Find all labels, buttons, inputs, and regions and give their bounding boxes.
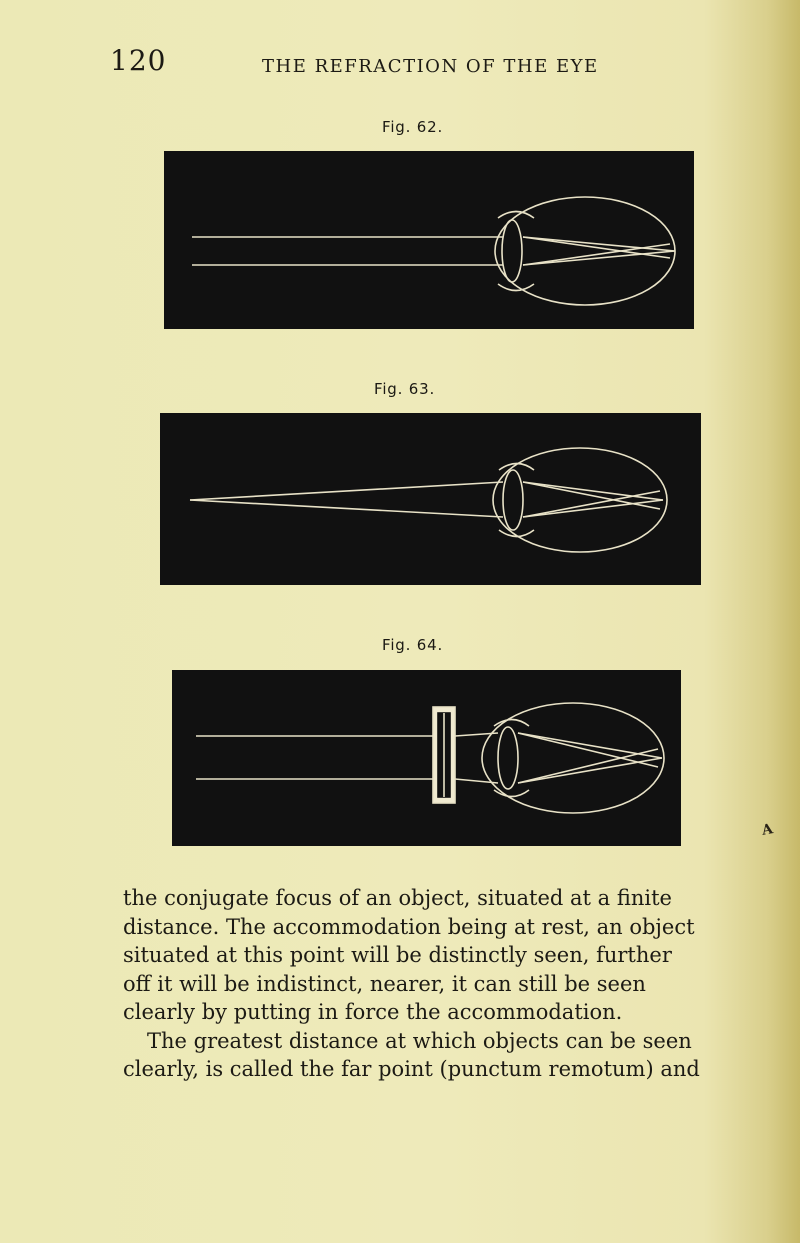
figure-62-eye-diagram — [164, 151, 694, 329]
figure-64-label: Fig. 64. — [382, 636, 444, 654]
text-line: distance. The accommodation being at rest, an object — [123, 914, 695, 939]
figure-63-label: Fig. 63. — [374, 380, 436, 398]
printer-mark: A — [760, 821, 775, 839]
text-line: the conjugate focus of an object, situated at a finite — [123, 886, 672, 910]
running-title: THE REFRACTION OF THE EYE — [262, 56, 599, 77]
text-line: clearly, is called the far point (punctum remotum) and — [123, 1057, 700, 1081]
page-number: 120 — [110, 44, 167, 77]
figure-62-label: Fig. 62. — [382, 118, 444, 136]
figure-63-eye-diagram — [160, 413, 701, 585]
figure-64-eye-diagram-with-lens — [172, 670, 681, 846]
text-line: The greatest distance at which objects can be seen — [147, 1028, 692, 1053]
body-text — [123, 884, 763, 1084]
text-line: off it will be indistinct, nearer, it can still be seen — [123, 971, 646, 996]
text-line: clearly by putting in force the accommodation. — [123, 1000, 623, 1024]
text-line: situated at this point will be distinctly seen, further — [123, 943, 672, 967]
